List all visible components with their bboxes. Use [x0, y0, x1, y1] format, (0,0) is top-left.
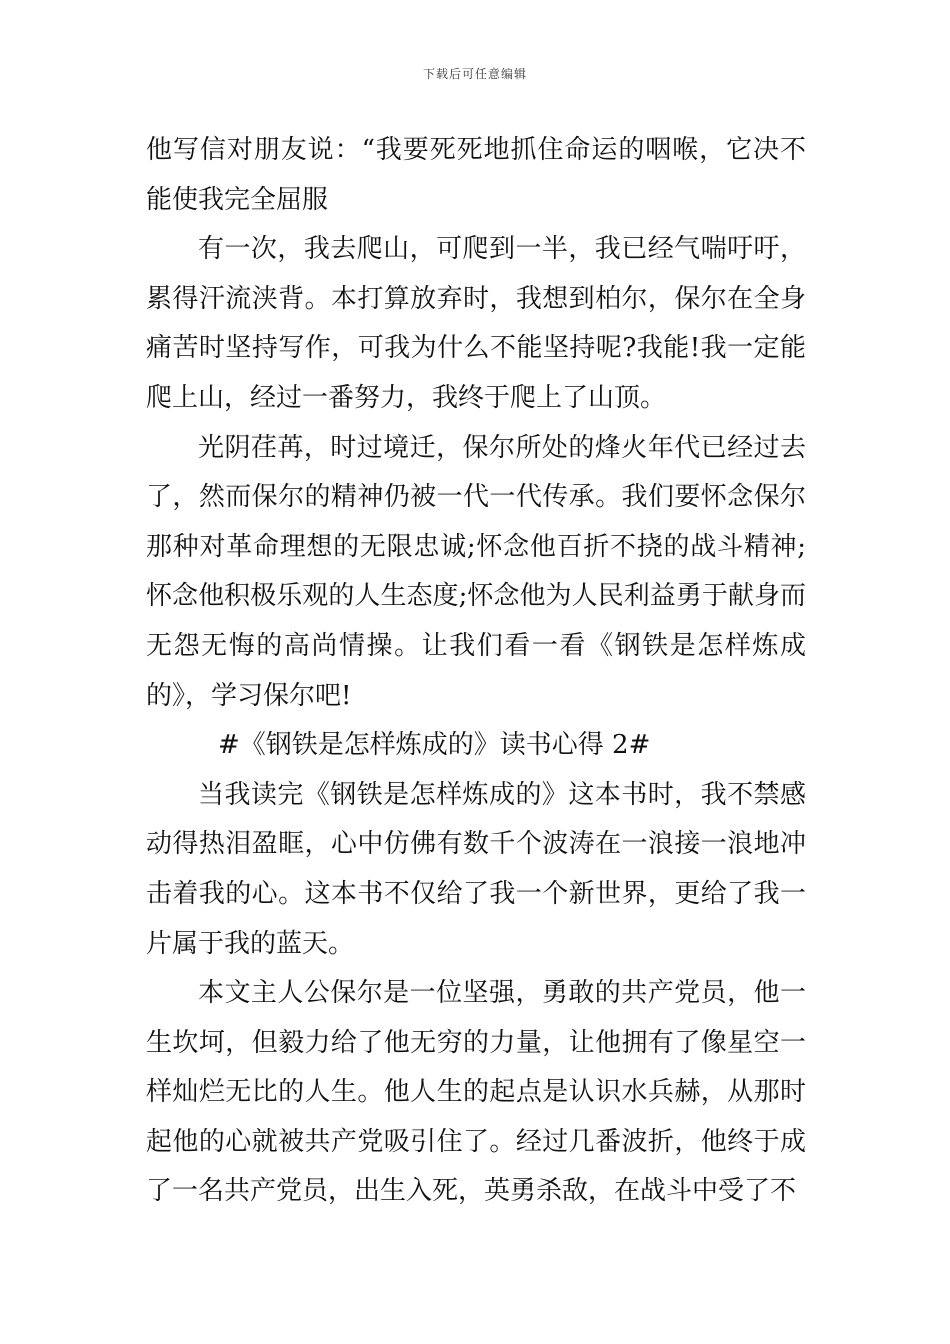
paragraph-paul-spirit: 光阴荏苒，时过境迁，保尔所处的烽火年代已经过去了，然而保尔的精神仍被一代一代传承。我们要怀念保尔那种对革命理想的无限忠诚;怀念他百折不挠的战斗精神;怀念他积极乐观的人生态度;怀念他为人民利益勇于献身而无怨无悔的高尚情操。让我们看一看《钢铁是怎样炼成的》，学习保尔吧! [146, 432, 806, 711]
paragraph-letter-quote: 他写信对朋友说：“我要死死地抓住命运的咽喉，它决不能使我完全屈服 [146, 135, 806, 215]
paragraph-protagonist: 本文主人公保尔是一位坚强，勇敢的共产党员，他一生坎坷，但毅力给了他无穷的力量，让他拥有了像星空一样灿烂无比的人生。他人生的起点是认识水兵赫，从那时起他的心就被共产党吸引住了。经过几番波折，他终于成了一名共产党员，出生入死，英勇杀敌，在战斗中受了不 [146, 978, 806, 1207]
section-heading: #《钢铁是怎样炼成的》读书心得 2# [218, 730, 651, 761]
page-header-note: 下载后可任意编辑 [422, 67, 527, 81]
document-body [146, 126, 806, 1217]
paragraph-mountain-climb: 有一次，我去爬山，可爬到一半，我已经气喘吁吁，累得汗流浃背。本打算放弃时，我想到柏尔，保尔在全身痛苦时坚持写作，可我为什么不能坚持呢?我能!我一定能爬上山，经过一番努力，我终于爬上了山顶。 [146, 234, 806, 413]
paragraph-reading-feeling: 当我读完《钢铁是怎样炼成的》这本书时，我不禁感动得热泪盈眶，心中仿佛有数千个波涛在一浪接一浪地冲击着我的心。这本书不仅给了我一个新世界，更给了我一片属于我的蓝天。 [146, 779, 806, 959]
